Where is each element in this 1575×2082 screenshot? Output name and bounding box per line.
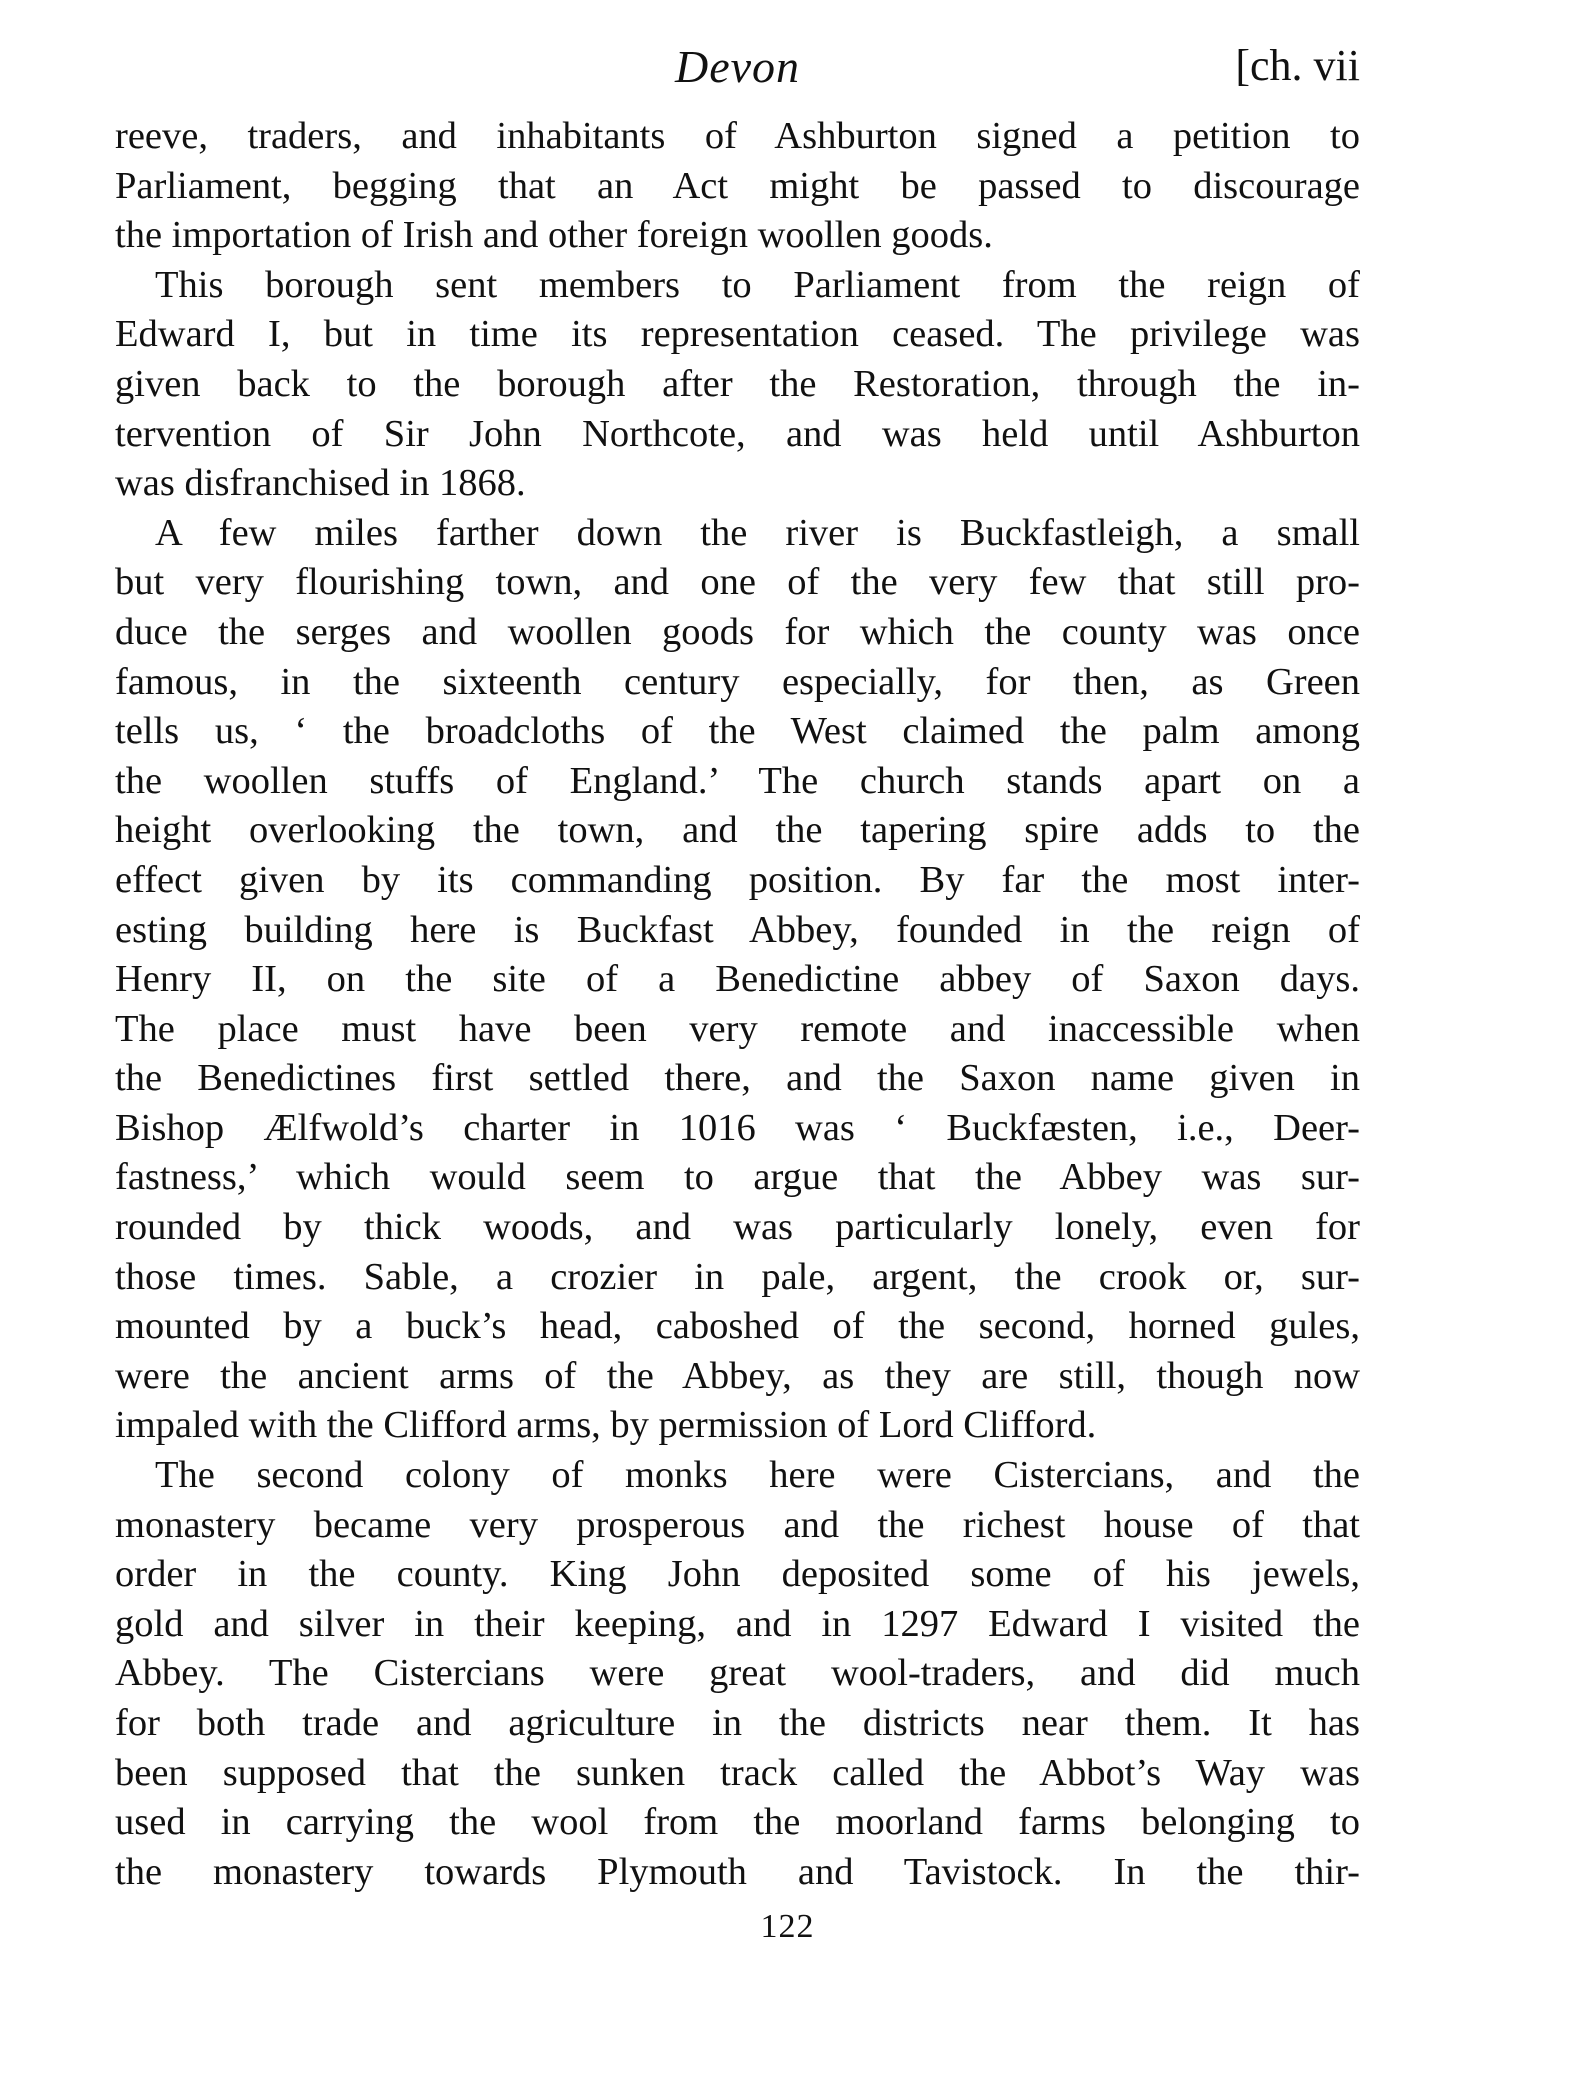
text-line: fastness,’ which would seem to argue that the Abbey was sur- [115,1156,1360,1199]
text-line: been supposed that the sunken track called the Abbot’s Way was [115,1751,1360,1794]
text-line: impaled with the Clifford arms, by permission of Lord Clifford. [115,1404,1097,1447]
text-line: duce the serges and woollen goods for which the county was once [115,610,1360,653]
text-line: the woollen stuffs of England.’ The church stands apart on a [115,759,1360,802]
text-line: mounted by a buck’s head, caboshed of the second, horned gules, [115,1305,1360,1348]
text-line: order in the county. King John deposited some of his jewels, [115,1553,1360,1596]
text-line: reeve, traders, and inhabitants of Ashburton signed a petition to [115,115,1360,157]
text-line: given back to the borough after the Restoration, through the in- [115,362,1360,405]
body-text [115,112,1360,1897]
text-line: gold and silver in their keeping, and in 1297 Edward I visited the [115,1602,1360,1645]
text-line: Parliament, begging that an Act might be passed to discourage [115,164,1360,207]
text-line: those times. Sable, a crozier in pale, argent, the crook or, sur- [115,1255,1360,1298]
text-line: The second colony of monks here were Cistercians, and the [155,1454,1360,1497]
text-line: the importation of Irish and other foreign woollen goods. [115,214,993,257]
text-line: This borough sent members to Parliament from the reign of [155,263,1360,306]
text-line: famous, in the sixteenth century especially, for then, as Green [115,660,1360,703]
text-line: tells us, ‘ the broadcloths of the West claimed the palm among [115,710,1360,753]
text-line: for both trade and agriculture in the districts near them. It has [115,1702,1360,1744]
text-line: esting building here is Buckfast Abbey, founded in the reign of [115,908,1360,951]
text-line: height overlooking the town, and the tapering spire adds to the [115,809,1360,852]
text-line: was disfranchised in 1868. [115,462,526,505]
text-line: Bishop Ælfwold’s charter in 1016 was ‘ Buckfæsten, i.e., Deer- [115,1106,1360,1149]
text-line: A few miles farther down the river is Buckfastleigh, a small [155,511,1360,554]
text-line: tervention of Sir John Northcote, and was held until Ashburton [115,412,1360,455]
page-number: 122 [760,1908,815,1945]
chapter-marker: [ch. vii [1235,41,1360,90]
text-line: used in carrying the wool from the moorland farms belonging to [115,1801,1360,1844]
running-head [115,40,1360,110]
running-title: Devon [674,41,801,92]
text-line: but very flourishing town, and one of the very few that still pro- [115,561,1360,604]
text-line: effect given by its commanding position. By far the most inter- [115,858,1360,901]
text-line: monastery became very prosperous and the richest house of that [115,1503,1360,1546]
text-line: the Benedictines first settled there, and the Saxon name given in [115,1057,1360,1100]
text-line: The place must have been very remote and inaccessible when [115,1007,1360,1050]
text-line: Henry II, on the site of a Benedictine abbey of Saxon days. [115,958,1360,1001]
text-line: Edward I, but in time its representation ceased. The privilege was [115,313,1360,356]
text-line: rounded by thick woods, and was particularly lonely, even for [115,1206,1360,1249]
text-line: the monastery towards Plymouth and Tavistock. In the thir- [115,1850,1360,1893]
text-line: were the ancient arms of the Abbey, as they are still, though now [115,1354,1360,1397]
text-line: Abbey. The Cistercians were great wool-traders, and did much [115,1652,1360,1695]
